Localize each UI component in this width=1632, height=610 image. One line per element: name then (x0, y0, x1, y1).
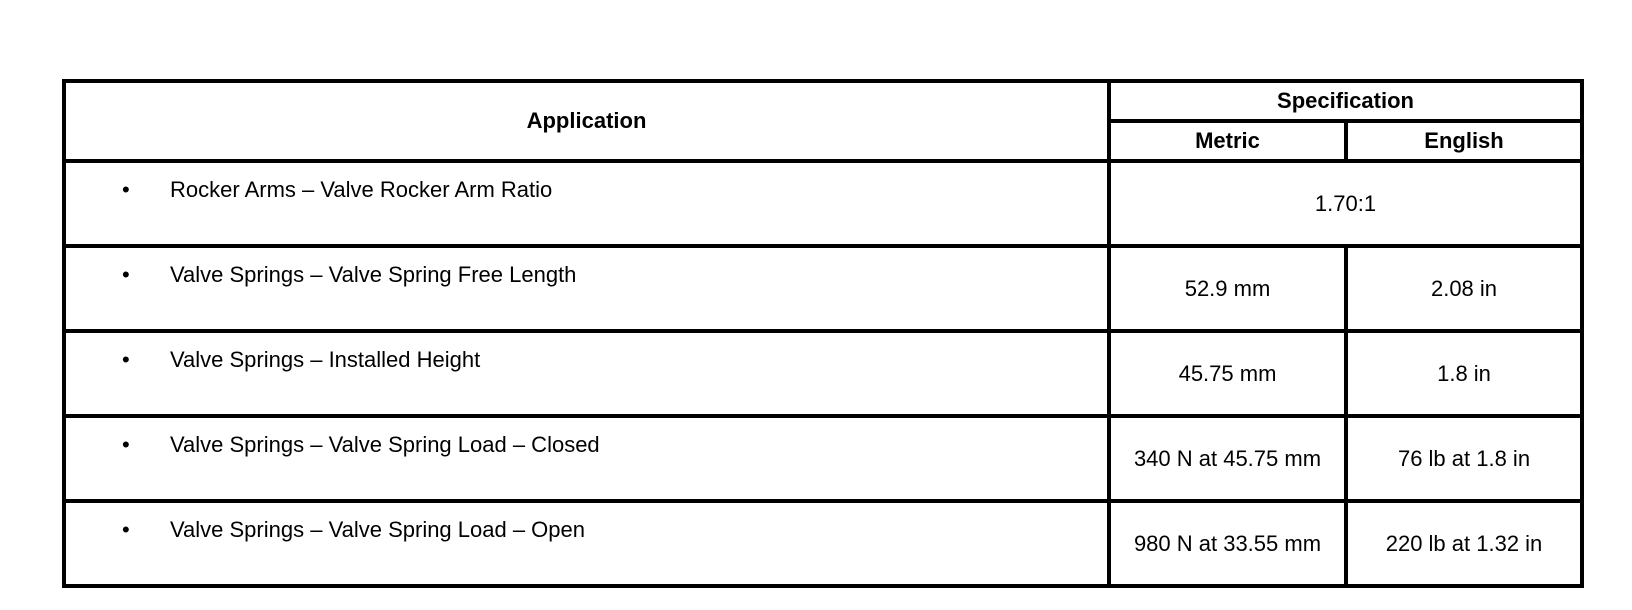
application-cell (64, 501, 1109, 586)
application-text: Valve Springs – Valve Spring Load – Open (170, 517, 586, 542)
table-row (64, 331, 1582, 416)
metric-value: 52.9 mm (1109, 246, 1346, 331)
column-header-specification: Specification (1109, 81, 1582, 121)
application-cell (64, 416, 1109, 501)
table-row (64, 246, 1582, 331)
application-text: Valve Springs – Valve Spring Load – Closed (170, 432, 600, 457)
bullet-icon: • (122, 262, 130, 287)
metric-value: 340 N at 45.75 mm (1109, 416, 1346, 501)
column-header-english: English (1346, 121, 1582, 161)
bullet-icon: • (122, 347, 130, 372)
header-row (64, 81, 1582, 121)
application-cell (64, 161, 1109, 246)
column-header-metric: Metric (1109, 121, 1346, 161)
table-row (64, 416, 1582, 501)
bullet-icon: • (122, 432, 130, 457)
bullet-icon: • (122, 177, 130, 202)
english-value: 2.08 in (1346, 246, 1582, 331)
metric-value: 45.75 mm (1109, 331, 1346, 416)
application-text: Rocker Arms – Valve Rocker Arm Ratio (170, 177, 553, 202)
column-header-application: Application (64, 81, 1109, 161)
table-row (64, 161, 1582, 246)
application-cell (64, 331, 1109, 416)
application-text: Valve Springs – Installed Height (170, 347, 481, 372)
specification-table (62, 79, 1584, 588)
english-value: 76 lb at 1.8 in (1346, 416, 1582, 501)
application-cell (64, 246, 1109, 331)
bullet-icon: • (122, 517, 130, 542)
table-row (64, 501, 1582, 586)
specification-value: 1.70:1 (1109, 161, 1582, 246)
english-value: 220 lb at 1.32 in (1346, 501, 1582, 586)
application-text: Valve Springs – Valve Spring Free Length (170, 262, 577, 287)
metric-value: 980 N at 33.55 mm (1109, 501, 1346, 586)
english-value: 1.8 in (1346, 331, 1582, 416)
